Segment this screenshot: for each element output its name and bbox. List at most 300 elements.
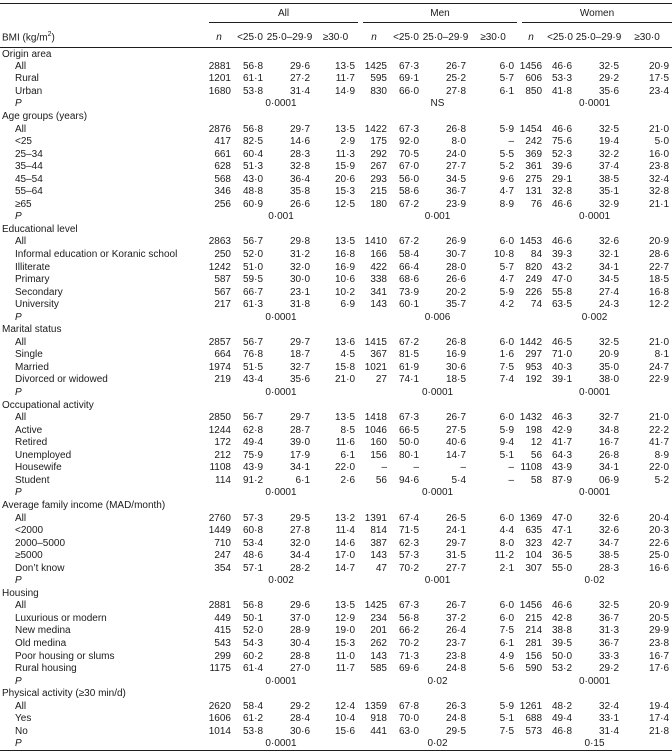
- cell-value: 67·3: [398, 412, 419, 424]
- cell-value: 80·1: [398, 449, 419, 461]
- cell-value: 53·2: [552, 663, 573, 675]
- cell-value: 1415: [364, 336, 387, 348]
- cell-value: 6·0: [499, 612, 515, 624]
- row-label: Primary: [15, 274, 50, 286]
- cell-value: 7·4: [499, 374, 515, 386]
- p-value: 0·0001: [265, 311, 297, 323]
- cell-value: 262: [370, 637, 387, 649]
- row-label: ≥65: [15, 198, 32, 210]
- p-value: 0·0001: [578, 487, 611, 499]
- table-row: [0, 449, 672, 462]
- cell-value: 76·8: [242, 349, 263, 361]
- cell-value: 21·8: [649, 725, 670, 737]
- cell-value: 23·8: [445, 650, 466, 662]
- cell-value: 30·7: [445, 249, 466, 261]
- row-label: 35–44: [15, 161, 43, 173]
- cell-value: 234: [370, 612, 387, 624]
- cell-value: 75·6: [552, 136, 573, 148]
- p-value: 0·002: [581, 311, 608, 323]
- cell-value: 46·6: [552, 60, 573, 72]
- row-label: <2000: [15, 525, 44, 537]
- cell-value: 33·1: [599, 713, 620, 725]
- cell-value: 212: [214, 449, 231, 461]
- cell-value: 27·8: [289, 525, 310, 537]
- table-row: [0, 186, 672, 199]
- cell-value: 226: [525, 286, 543, 298]
- cell-value: 61·4: [242, 663, 263, 675]
- cell-value: 26·7: [445, 60, 466, 72]
- cell-value: 415: [214, 625, 231, 637]
- cell-value: 1442: [519, 336, 543, 348]
- table-row: [0, 549, 672, 562]
- p-value-row: [0, 574, 672, 587]
- cell-value: 201: [370, 625, 387, 637]
- cell-value: 20·4: [649, 512, 670, 524]
- cell-value: 35·1: [599, 186, 620, 198]
- cell-value: 11·0: [335, 650, 355, 662]
- cell-value: 31·2: [289, 249, 310, 261]
- cell-value: 13·5: [334, 236, 355, 248]
- cell-value: 219: [214, 374, 231, 386]
- cell-value: 23·4: [649, 85, 670, 97]
- p-value: 0·0001: [578, 98, 611, 110]
- cell-value: 67·2: [398, 236, 419, 248]
- cell-value: 387: [370, 537, 387, 549]
- col-header-women-under25: <25·0: [545, 23, 575, 48]
- cell-value: 46·5: [552, 336, 573, 348]
- row-label: Married: [15, 361, 49, 373]
- row-label: 2000–5000: [15, 537, 66, 549]
- cell-value: 13·6: [334, 336, 355, 348]
- cell-value: 1244: [208, 424, 231, 436]
- section-header-row: [0, 324, 672, 337]
- cell-value: 28·6: [649, 249, 670, 261]
- table-row: [0, 512, 672, 525]
- p-value: 0·0001: [265, 487, 297, 499]
- cell-value: 71·3: [398, 650, 419, 662]
- cell-value: 53·8: [242, 85, 263, 97]
- cell-value: 242: [525, 136, 543, 148]
- cell-value: 13·5: [334, 60, 355, 72]
- group-header-row: [0, 4, 672, 24]
- cell-value: 63·5: [552, 299, 573, 311]
- cell-value: 1108: [520, 462, 543, 474]
- table-row: [0, 662, 672, 675]
- cell-value: 5·9: [499, 123, 515, 135]
- cell-value: 66·0: [398, 85, 419, 97]
- cell-value: 30·4: [289, 637, 310, 649]
- cell-value: 10·6: [334, 274, 355, 286]
- cell-value: 61·1: [242, 73, 263, 85]
- table-row: [0, 60, 672, 73]
- cell-value: 29·7: [289, 123, 310, 135]
- cell-value: 34·5: [445, 173, 466, 185]
- col-header-women-over30: ≥30·0: [622, 23, 672, 48]
- cell-value: 56·7: [242, 336, 263, 348]
- cell-value: 58·6: [398, 186, 419, 198]
- cell-value: 47·0: [552, 512, 573, 524]
- row-label: 55–64: [15, 186, 43, 198]
- cell-value: 24·7: [649, 361, 670, 373]
- cell-value: 12·4: [334, 700, 355, 712]
- table-row: [0, 712, 672, 725]
- cell-value: 51·0: [242, 261, 263, 273]
- table-row: [0, 236, 672, 249]
- table-row: [0, 73, 672, 86]
- cell-value: 369: [525, 148, 543, 160]
- section-header-row: [0, 499, 672, 512]
- cell-value: 36·7: [445, 186, 466, 198]
- cell-value: 172: [214, 437, 231, 449]
- cell-value: 32·5: [599, 123, 620, 135]
- cell-value: –: [413, 462, 419, 474]
- cell-value: 59·5: [242, 274, 263, 286]
- cell-value: 48·6: [242, 550, 263, 562]
- cell-value: 16·7: [599, 437, 620, 449]
- cell-value: 18·7: [289, 349, 310, 361]
- cell-value: 307: [525, 562, 543, 574]
- cell-value: 23·8: [649, 161, 670, 173]
- cell-value: 13·5: [334, 600, 355, 612]
- cell-value: 820: [525, 261, 543, 273]
- cell-value: 1454: [519, 123, 543, 135]
- p-value: 0·001: [268, 211, 294, 223]
- cell-value: 62·8: [242, 424, 263, 436]
- cell-value: 23·9: [445, 198, 466, 210]
- cell-value: 60·9: [242, 198, 263, 210]
- cell-value: 94·6: [398, 474, 419, 486]
- cell-value: 35·6: [289, 374, 310, 386]
- cell-value: 7·5: [499, 361, 515, 373]
- cell-value: 66·5: [398, 424, 419, 436]
- cell-value: 275: [525, 173, 543, 185]
- cell-value: 22·0: [649, 462, 670, 474]
- row-label: Single: [15, 349, 43, 361]
- cell-value: 5·9: [499, 700, 515, 712]
- cell-value: 34·5: [599, 274, 620, 286]
- cell-value: 31·5: [445, 550, 466, 562]
- cell-value: 22·2: [649, 424, 670, 436]
- cell-value: 29·5: [289, 512, 310, 524]
- row-label: All: [15, 512, 27, 524]
- row-label: All: [15, 700, 27, 712]
- cell-value: 55·0: [552, 562, 573, 574]
- cell-value: 32·6: [599, 236, 620, 248]
- cell-value: 4·7: [499, 186, 515, 198]
- cell-value: 4·7: [499, 274, 515, 286]
- cell-value: 11·7: [335, 663, 355, 675]
- cell-value: 7·5: [499, 625, 515, 637]
- cell-value: 850: [525, 85, 543, 97]
- cell-value: 12: [530, 437, 543, 449]
- cell-value: 5·4: [451, 474, 466, 486]
- cell-value: 6·0: [499, 236, 515, 248]
- cell-value: 47·0: [552, 274, 573, 286]
- p-value-row: [0, 311, 672, 324]
- cell-value: 24·1: [445, 525, 466, 537]
- p-value: 0·0001: [578, 675, 611, 687]
- cell-value: 67·3: [398, 60, 419, 72]
- cell-value: 67·3: [398, 600, 419, 612]
- cell-value: 39·0: [289, 437, 310, 449]
- cell-value: 26·8: [445, 336, 466, 348]
- cell-value: 51·5: [242, 361, 263, 373]
- cell-value: 1359: [364, 700, 387, 712]
- cell-value: –: [460, 462, 466, 474]
- cell-value: 595: [370, 73, 387, 85]
- cell-value: 66·4: [398, 261, 419, 273]
- cell-value: 56·8: [242, 600, 263, 612]
- table-row: [0, 273, 672, 286]
- cell-value: 28·8: [289, 650, 310, 662]
- cell-value: 38·8: [552, 625, 573, 637]
- col-header-men-25to29: 25·0–29·9: [422, 23, 469, 48]
- cell-value: 2·1: [499, 562, 515, 574]
- cell-value: 53·8: [242, 725, 263, 737]
- cell-value: 14·9: [334, 85, 355, 97]
- cell-value: 69·6: [398, 663, 419, 675]
- table-row: [0, 361, 672, 374]
- cell-value: 36·5: [552, 550, 573, 562]
- cell-value: 67·0: [398, 161, 419, 173]
- cell-value: 6·0: [499, 600, 515, 612]
- cell-value: 215: [370, 186, 387, 198]
- cell-value: 46·8: [552, 725, 573, 737]
- cell-value: 64·3: [552, 449, 573, 461]
- cell-value: 341: [370, 286, 387, 298]
- cell-value: 24·8: [445, 663, 466, 675]
- table-row: [0, 198, 672, 211]
- cell-value: 70·5: [398, 148, 419, 160]
- cell-value: 56·0: [398, 173, 419, 185]
- cell-value: 31·4: [599, 725, 620, 737]
- cell-value: 5·2: [499, 161, 515, 173]
- group-header-men: [358, 4, 517, 24]
- cell-value: 21·0: [649, 123, 670, 135]
- cell-value: 38·5: [599, 550, 620, 562]
- col-header-all-n: n: [204, 23, 234, 48]
- row-label: Poor housing or slums: [15, 650, 115, 662]
- cell-value: 16·9: [445, 349, 466, 361]
- row-label: Secondary: [15, 286, 63, 298]
- cell-value: 688: [525, 713, 543, 725]
- cell-value: 32·0: [289, 537, 310, 549]
- cell-value: 58: [530, 474, 543, 486]
- cell-value: 32·6: [599, 525, 620, 537]
- row-label: All: [15, 412, 27, 424]
- cell-value: 5·6: [499, 663, 515, 675]
- cell-value: 91·2: [242, 474, 263, 486]
- bmi-distribution-table: [0, 3, 672, 751]
- p-value: 0·0001: [265, 98, 297, 110]
- row-label: No: [15, 725, 28, 737]
- cell-value: 32·5: [599, 336, 620, 348]
- cell-value: 299: [214, 650, 231, 662]
- cell-value: 51·3: [242, 161, 263, 173]
- cell-value: 56: [375, 474, 387, 486]
- p-value: 0·002: [268, 575, 294, 587]
- row-label: Active: [15, 424, 43, 436]
- cell-value: 58·4: [398, 249, 419, 261]
- col-header-all-25to29: 25·0–29·9: [266, 23, 313, 48]
- p-row-label: P: [15, 311, 22, 323]
- cell-value: 35·0: [599, 361, 620, 373]
- cell-value: 70·0: [398, 713, 419, 725]
- row-label: <25: [15, 136, 32, 148]
- cell-value: 267: [370, 161, 387, 173]
- cell-value: 92·0: [398, 136, 419, 148]
- table-row: [0, 261, 672, 274]
- cell-value: 441: [370, 725, 387, 737]
- cell-value: 17·6: [649, 663, 670, 675]
- table-row: [0, 725, 672, 738]
- cell-value: 32·5: [599, 600, 620, 612]
- cell-value: 46·6: [552, 236, 573, 248]
- cell-value: 323: [525, 537, 543, 549]
- cell-value: 28·7: [289, 424, 310, 436]
- cell-value: 29·7: [289, 412, 310, 424]
- col-header-men-over30: ≥30·0: [469, 23, 517, 48]
- cell-value: 27·7: [445, 562, 466, 574]
- cell-value: 830: [370, 85, 387, 97]
- cell-value: 1021: [364, 361, 387, 373]
- cell-value: 48·2: [552, 700, 573, 712]
- cell-value: 28·3: [599, 562, 620, 574]
- cell-value: 61·9: [398, 361, 419, 373]
- cell-value: 74·1: [398, 374, 419, 386]
- cell-value: 40·6: [445, 437, 466, 449]
- table-row: [0, 173, 672, 186]
- cell-value: 16·9: [334, 261, 355, 273]
- cell-value: 56·8: [398, 612, 419, 624]
- cell-value: 67·4: [398, 512, 419, 524]
- table-row: [0, 298, 672, 311]
- cell-value: 1456: [519, 600, 543, 612]
- col-header-women-25to29: 25·0–29·9: [575, 23, 622, 48]
- cell-value: 338: [370, 274, 387, 286]
- p-value: 0·02: [427, 675, 448, 687]
- p-value: 0·0001: [265, 387, 297, 399]
- table-row: [0, 336, 672, 349]
- cell-value: 84: [530, 249, 543, 261]
- column-header-row: [0, 23, 672, 48]
- p-row-label: P: [15, 387, 22, 399]
- p-value: 0·006: [424, 311, 451, 323]
- cell-value: 32·8: [289, 161, 310, 173]
- cell-value: 32·5: [599, 60, 620, 72]
- cell-value: 15·6: [334, 725, 355, 737]
- cell-value: 32·1: [599, 249, 620, 261]
- p-row-label: P: [15, 575, 22, 587]
- cell-value: 32·8: [649, 186, 670, 198]
- cell-value: 8·0: [499, 537, 515, 549]
- cell-value: 29·7: [445, 537, 466, 549]
- cell-value: 61·2: [242, 713, 263, 725]
- cell-value: 10·8: [494, 249, 515, 261]
- cell-value: 26·7: [445, 412, 466, 424]
- cell-value: 4·2: [499, 299, 515, 311]
- cell-value: 249: [525, 274, 543, 286]
- cell-value: 14·6: [334, 537, 355, 549]
- cell-value: 20·9: [649, 236, 670, 248]
- cell-value: 27·8: [445, 85, 466, 97]
- cell-value: 131: [525, 186, 543, 198]
- cell-value: 568: [214, 173, 231, 185]
- cell-value: 1418: [364, 412, 387, 424]
- cell-value: 39·5: [552, 637, 573, 649]
- cell-value: 22·7: [649, 261, 670, 273]
- cell-value: 58·4: [242, 700, 263, 712]
- table-row: [0, 700, 672, 713]
- table-row: [0, 160, 672, 173]
- cell-value: 1046: [364, 424, 387, 436]
- row-label: Rural housing: [15, 663, 77, 675]
- cell-value: –: [508, 474, 515, 486]
- cell-value: 82·5: [242, 136, 263, 148]
- cell-value: 40·3: [552, 361, 573, 373]
- cell-value: 26·3: [445, 700, 466, 712]
- cell-value: 361: [525, 161, 543, 173]
- cell-value: 30·0: [289, 274, 310, 286]
- cell-value: 1422: [364, 123, 387, 135]
- cell-value: 11·3: [335, 148, 355, 160]
- cell-value: 70·2: [398, 637, 419, 649]
- cell-value: 2·6: [340, 474, 355, 486]
- cell-value: 20·9: [649, 600, 670, 612]
- cell-value: 1974: [208, 361, 231, 373]
- p-row-label: P: [15, 211, 22, 223]
- cell-value: 15·8: [334, 361, 355, 373]
- cell-value: 75·9: [242, 449, 263, 461]
- cell-value: 20·6: [334, 173, 355, 185]
- row-label: ≥5000: [15, 550, 43, 562]
- cell-value: 628: [214, 161, 231, 173]
- cell-value: 661: [214, 148, 231, 160]
- cell-value: 27·0: [289, 663, 310, 675]
- cell-value: 2·9: [340, 136, 355, 148]
- cell-value: 2760: [208, 512, 231, 524]
- table-row: [0, 474, 672, 487]
- cell-value: 26·9: [445, 236, 466, 248]
- p-value-row: [0, 738, 672, 751]
- cell-value: 69·1: [398, 73, 419, 85]
- row-label: Illiterate: [15, 261, 51, 273]
- cell-value: 1108: [209, 462, 231, 474]
- cell-value: 1·6: [499, 349, 515, 361]
- cell-value: 587: [214, 274, 231, 286]
- cell-value: 1456: [519, 60, 543, 72]
- cell-value: 247: [214, 550, 231, 562]
- cell-value: 28·4: [289, 713, 310, 725]
- cell-value: 11·7: [335, 73, 355, 85]
- row-label: Luxurious or modern: [15, 612, 107, 624]
- cell-value: 710: [214, 537, 231, 549]
- bmi-label-text: BMI (kg/m: [2, 32, 48, 43]
- cell-value: –: [508, 136, 515, 148]
- cell-value: 814: [370, 525, 387, 537]
- cell-value: 19·4: [599, 136, 620, 148]
- cell-value: 346: [214, 186, 231, 198]
- cell-value: 17·9: [289, 449, 310, 461]
- table-row: [0, 600, 672, 613]
- cell-value: 17·5: [649, 73, 670, 85]
- cell-value: 34·1: [599, 462, 620, 474]
- cell-value: 32·0: [289, 261, 310, 273]
- cell-value: 25·0: [649, 550, 670, 562]
- cell-value: 41·7: [649, 437, 670, 449]
- cell-value: 21·0: [649, 336, 670, 348]
- row-label: Informal education or Koranic school: [15, 249, 178, 261]
